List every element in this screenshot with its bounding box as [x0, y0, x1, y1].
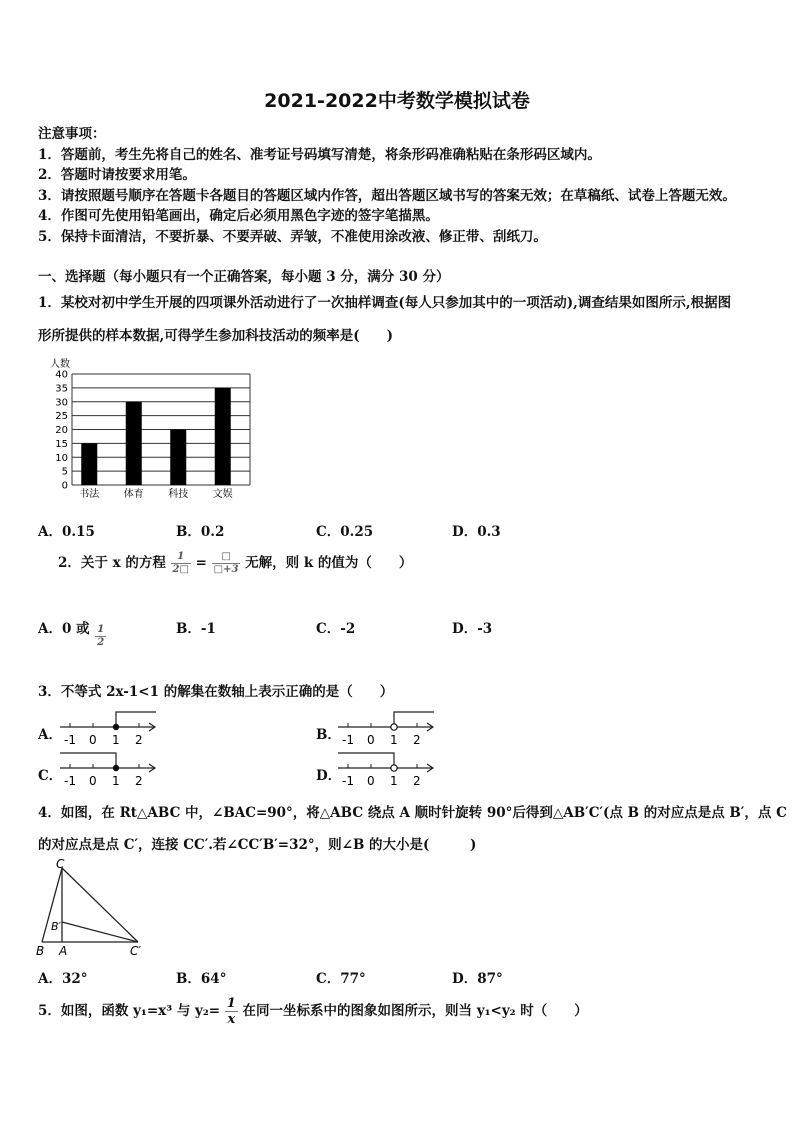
- svg-text:-1: -1: [64, 774, 76, 788]
- section-heading: 一、选择题（每小题只有一个正确答案，每小题 3 分，满分 30 分）: [38, 269, 450, 285]
- svg-text:1: 1: [390, 733, 398, 747]
- notice-item-4: 4．作图可先使用铅笔画出，确定后必须用黑色字迹的签字笔描黑。: [38, 208, 439, 224]
- label-b: B: [36, 944, 45, 958]
- solid-dot: [113, 765, 119, 771]
- label-c: C: [56, 858, 65, 871]
- q3-option-a-label[interactable]: A．: [38, 727, 62, 743]
- svg-text:1: 1: [112, 733, 120, 747]
- y-tick-label: 5: [61, 466, 68, 478]
- q2-option-b[interactable]: B．-1: [176, 621, 216, 637]
- bar: [126, 402, 142, 485]
- q3-option-b-label[interactable]: B．: [316, 727, 341, 743]
- y-tick-label: 30: [55, 397, 68, 409]
- q2-equals: =: [195, 555, 207, 571]
- x-tick-label: 文娱: [212, 489, 233, 500]
- hollow-dot: [391, 765, 397, 771]
- q4-line1: 4．如图，在 Rt△ABC 中，∠BAC=90°，将△ABC 绕点 A 顺时针旋转 90°后得到△AB′C′(点 B 的对应点是点 B′，点 C: [38, 805, 787, 821]
- solid-dot: [113, 724, 119, 730]
- q4-option-d[interactable]: D．87°: [452, 971, 503, 987]
- y-tick-label: 15: [55, 438, 68, 450]
- svg-text:1: 1: [112, 774, 120, 788]
- svg-text:0: 0: [89, 774, 97, 788]
- x-tick-label: 体育: [123, 489, 144, 500]
- chart-y-ticks: [55, 370, 68, 492]
- y-tick-label: 35: [55, 383, 68, 395]
- y-tick-label: 10: [55, 452, 68, 464]
- q1-option-b[interactable]: B．0.2: [176, 524, 225, 540]
- q1-line1: 1．某校对初中学生开展的四项课外活动进行了一次抽样调查(每人只参加其中的一项活动),调查结果如图所示,根据图: [38, 295, 732, 311]
- q2-stem: [58, 551, 412, 576]
- q2-suffix: 无解，则 k 的值为（ ）: [245, 555, 413, 571]
- notice-item-2: 2．答题时请按要求用笔。: [38, 167, 196, 183]
- y-tick-label: 20: [55, 425, 68, 436]
- q1-option-c[interactable]: C．0.25: [316, 524, 374, 540]
- q4-line2: 的对应点是点 C′，连接 CC′.若∠CC′B′=32°，则∠B 的大小是( ): [38, 837, 477, 853]
- svg-text:0: 0: [367, 774, 375, 788]
- page-title: 2021-2022中考数学模拟试卷: [264, 90, 530, 112]
- svg-text:1: 1: [390, 774, 398, 788]
- label-c-prime: C′: [130, 944, 142, 958]
- q4-triangle-figure: [34, 858, 150, 958]
- q1-option-a[interactable]: A．0.15: [38, 524, 95, 540]
- notice-item-5: 5．保持卡面清洁，不要折暴、不要弄破、弄皱，不准使用涂改液、修正带、刮纸刀。: [38, 229, 547, 245]
- q1-bar-chart: [36, 355, 256, 500]
- bar: [81, 443, 97, 485]
- q3-option-c-label[interactable]: C．: [38, 768, 63, 784]
- chart-x-labels: [79, 487, 233, 500]
- q3-number-line-d[interactable]: [336, 750, 440, 792]
- q1-option-d[interactable]: D．0.3: [452, 524, 501, 540]
- chart-y-axis-label: 人数: [50, 359, 70, 370]
- notice-item-3: 3．请按照题号顺序在答题卡各题目的答题区域内作答，超出答题区域书写的答案无效；在草稿纸、试卷上答题无效。: [38, 188, 736, 204]
- q3-stem: 3．不等式 2x-1<1 的解集在数轴上表示正确的是（ ）: [38, 684, 394, 700]
- q1-line2: 形所提供的样本数据,可得学生参加科技活动的频率是( ): [38, 328, 393, 344]
- svg-text:-1: -1: [64, 733, 76, 747]
- svg-text:2: 2: [413, 774, 421, 788]
- svg-text:2: 2: [413, 733, 421, 747]
- q4-option-a[interactable]: A．32°: [38, 971, 88, 987]
- bar: [215, 388, 231, 485]
- notice-heading: 注意事项：: [38, 126, 106, 142]
- q4-option-b[interactable]: B．64°: [176, 971, 227, 987]
- q3-number-line-b[interactable]: [336, 709, 440, 751]
- chart-bars: [81, 388, 231, 485]
- notice-item-1: 1．答题前，考生先将自己的姓名、准考证号码填写清楚，将条形码准确粘贴在条形码区域内。: [38, 147, 601, 163]
- label-a: A: [59, 944, 68, 958]
- svg-text:2: 2: [135, 774, 143, 788]
- q5-prefix: 5．如图，函数 y₁=x³ 与 y₂=: [38, 1003, 221, 1019]
- q5-fraction: $\frac{1}{x}$: [226, 996, 236, 1027]
- y-tick-label: 40: [55, 369, 68, 381]
- q3-number-line-c[interactable]: [58, 750, 162, 792]
- q2-option-c[interactable]: C．-2: [316, 621, 356, 637]
- q4-option-c[interactable]: C．77°: [316, 971, 366, 987]
- svg-text:-1: -1: [342, 774, 354, 788]
- q2-fraction-1: $\frac{1}{2□}$: [172, 551, 189, 575]
- y-tick-label: 25: [55, 411, 68, 423]
- x-tick-label: 书法: [79, 489, 100, 500]
- y-tick-label: 0: [61, 480, 68, 492]
- q2-fraction-2: $\frac{□}{□+3}$: [213, 551, 239, 575]
- q2-prefix: 2．关于 x 的方程: [58, 555, 166, 571]
- q2-option-d[interactable]: D．-3: [452, 621, 493, 637]
- bar: [170, 430, 186, 486]
- svg-text:0: 0: [89, 733, 97, 747]
- q5-stem: [38, 996, 588, 1027]
- q2-option-a-fraction: $\frac{1}{2}$: [97, 624, 105, 648]
- q5-suffix: 在同一坐标系中的图象如图所示，则当 y₁<y₂ 时（ ）: [242, 1003, 588, 1019]
- x-tick-label: 科技: [168, 489, 189, 500]
- svg-text:0: 0: [367, 733, 375, 747]
- svg-text:2: 2: [135, 733, 143, 747]
- label-b-prime: B′: [51, 920, 62, 933]
- q3-option-d-label[interactable]: D．: [316, 768, 342, 784]
- hollow-dot: [391, 724, 397, 730]
- q3-number-line-a[interactable]: [58, 709, 162, 751]
- q2-option-a[interactable]: A．0 或 $\frac{1}{2}$: [38, 621, 105, 648]
- svg-text:-1: -1: [342, 733, 354, 747]
